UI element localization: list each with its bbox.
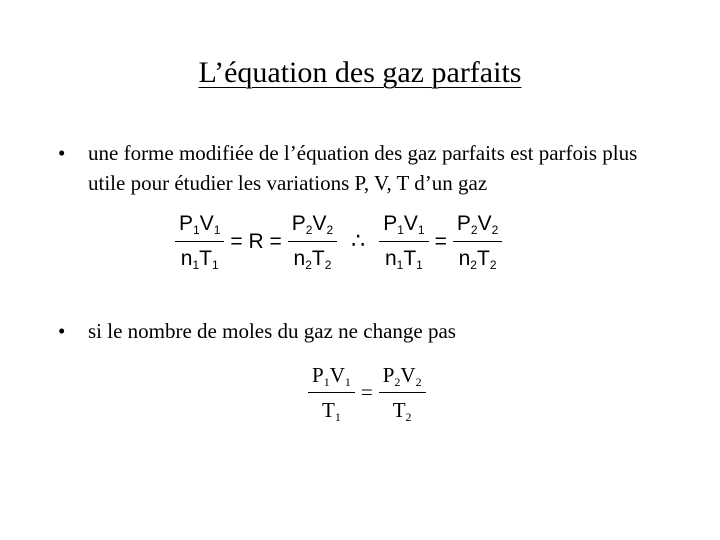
bullet-item-1 [58,138,678,198]
fraction-p2v2-over-t2: $\frac{P_2V_2}{T_2}$ [379,361,426,424]
combined-gas-law-equation [308,361,426,424]
fraction-p2v2-over-n2t2-b: $\frac{P_2V_2}{n_2T_2}$ [453,210,502,273]
fraction-p1v1-over-n1t1: $\frac{P_1V_1}{n_1T_1}$ [175,210,224,273]
bullet-text: si le nombre de moles du gaz ne change pas [88,319,456,343]
ideal-gas-equation-general [175,210,502,273]
equals-sign: = [360,380,373,405]
equals-sign: = [434,229,447,253]
slide-title [0,56,720,90]
bullet-text: une forme modifiée de l’équation des gaz parfaits est parfois plus utile pour étudier les variations P, V, T d’un gaz [88,141,638,195]
fraction-p1v1-over-t1: $\frac{P_1V_1}{T_1}$ [308,361,355,424]
slide-title-text: L’équation des gaz parfaits [198,56,522,89]
fraction-p2v2-over-n2t2: $\frac{P_2V_2}{n_2T_2}$ [288,210,337,273]
bullet-marker: • [58,141,66,165]
therefore-symbol: ∴ [351,229,366,255]
equals-r: = R = [230,229,282,253]
bullet-marker: • [58,319,66,343]
bullet-item-2 [58,316,678,346]
fraction-p1v1-over-n1t1-b: $\frac{P_1V_1}{n_1T_1}$ [379,210,428,273]
